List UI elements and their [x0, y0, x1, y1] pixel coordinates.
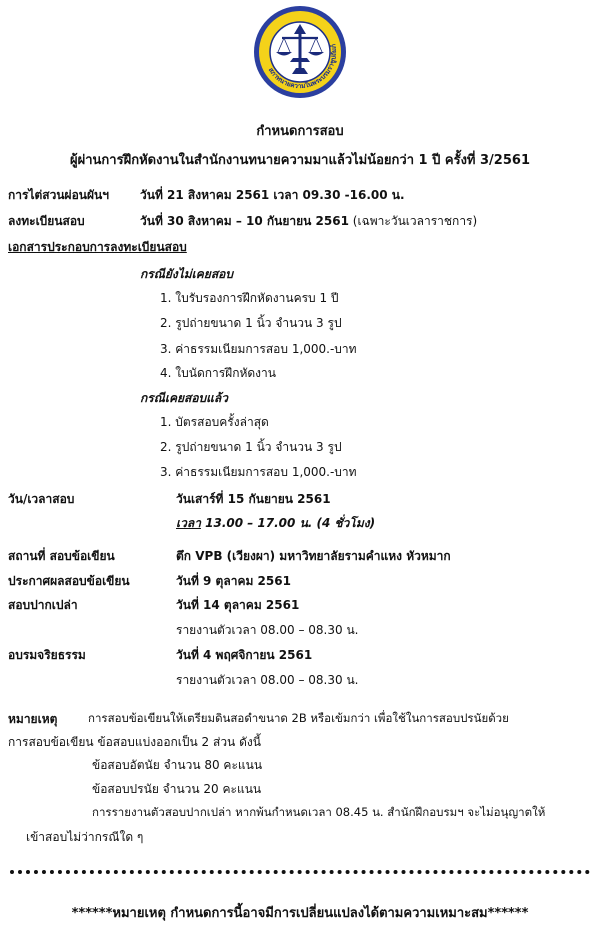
page-title: กำหนดการสอบ	[256, 124, 344, 139]
result-value: วันที่ 9 ตุลาคม 2561	[176, 574, 291, 588]
footer-note: ******หมายเหตุ กำหนดการนี้อาจมีการเปลี่ยนแปลงได้ตามความเหมาะสม******	[71, 906, 529, 921]
taken-before-item-1: 1. บัตรสอบครั้งล่าสุด	[160, 415, 269, 429]
venue-label: สถานที่ สอบข้อเขียน	[8, 549, 115, 563]
logo-ring-text: สภาทนายความในพระบรมราชูปถัมภ์	[266, 43, 339, 91]
never-taken-item-4: 4. ใบนัดการฝึกหัดงาน	[160, 366, 276, 380]
remarks-line-4: ข้อสอบปรนัย จำนวน 20 คะแนน	[92, 782, 262, 796]
registration-note: (เฉพาะวันเวลาราชการ)	[352, 214, 478, 228]
exam-date-value: วันเสาร์ที่ 15 กันยายน 2561	[176, 492, 331, 506]
exam-time-group	[176, 514, 375, 533]
documents-heading: เอกสารประกอบการลงทะเบียนสอบ	[8, 240, 187, 254]
registration-value: วันที่ 30 สิงหาคม – 10 กันยายน 2561	[140, 214, 349, 228]
never-taken-item-2: 2. รูปถ่ายขนาด 1 นิ้ว จำนวน 3 รูป	[160, 316, 342, 330]
oral-exam-label: สอบปากเปล่า	[8, 598, 78, 612]
ethics-training-label: อบรมจริยธรรม	[8, 648, 86, 662]
registration-value-group	[140, 212, 477, 231]
taken-before-item-3: 3. ค่าธรรมเนียมการสอบ 1,000.-บาท	[160, 465, 357, 479]
oral-exam-value: วันที่ 14 ตุลาคม 2561	[176, 598, 300, 612]
ethics-training-report-time: รายงานตัวเวลา 08.00 – 08.30 น.	[176, 673, 359, 687]
page-subtitle: ผู้ผ่านการฝึกหัดงานในสำนักงานทนายความมาแล้วไม่น้อยกว่า 1 ปี ครั้งที่ 3/2561	[70, 153, 530, 168]
remarks-line-5: การรายงานตัวสอบปากเปล่า หากพ้นกำหนดเวลา 08.45 น. สำนักฝึกอบรมฯ จะไม่อนุญาตให้	[92, 805, 546, 819]
registration-label: ลงทะเบียนสอบ	[8, 214, 85, 228]
oral-exam-report-time: รายงานตัวเวลา 08.00 – 08.30 น.	[176, 623, 359, 637]
logo-seal-graphic	[252, 4, 348, 100]
venue-value: ตึก VPB (เวียงผา) มหาวิทยาลัยรามคำแหง หัวหมาก	[176, 549, 451, 563]
extension-value: วันที่ 21 สิงหาคม 2561 เวลา 09.30 -16.00 น.	[140, 188, 405, 202]
taken-before-item-2: 2. รูปถ่ายขนาด 1 นิ้ว จำนวน 3 รูป	[160, 440, 342, 454]
remarks-line-2: การสอบข้อเขียน ข้อสอบแบ่งออกเป็น 2 ส่วน ดังนี้	[8, 735, 261, 749]
exam-date-label: วัน/เวลาสอบ	[8, 492, 75, 506]
never-taken-title: กรณียังไม่เคยสอบ	[140, 267, 233, 281]
result-label: ประกาศผลสอบข้อเขียน	[8, 574, 130, 588]
never-taken-item-3: 3. ค่าธรรมเนียมการสอบ 1,000.-บาท	[160, 342, 357, 356]
remarks-line-3: ข้อสอบอัตนัย จำนวน 80 คะแนน	[92, 758, 263, 772]
extension-label: การไต่สวนผ่อนผันฯ	[8, 188, 109, 202]
taken-before-title: กรณีเคยสอบแล้ว	[140, 391, 228, 405]
remarks-line-1: การสอบข้อเขียนให้เตรียมดินสอดำขนาด 2B หรือเข้มกว่า เพื่อใช้ในการสอบปรนัยด้วย	[88, 711, 509, 725]
remarks-label: หมายเหตุ	[8, 712, 58, 726]
ethics-training-value: วันที่ 4 พฤศจิกายน 2561	[176, 648, 313, 662]
exam-time-prefix: เวลา	[176, 516, 201, 530]
lawyers-council-logo	[252, 4, 348, 100]
never-taken-item-1: 1. ใบรับรองการฝึกหัดงานครบ 1 ปี	[160, 291, 339, 305]
exam-time-value: 13.00 – 17.00 น. (4 ชั่วโมง)	[200, 516, 376, 530]
remarks-line-6: เข้าสอบไม่ว่ากรณีใด ๆ	[26, 830, 144, 844]
dotted-divider	[10, 870, 590, 874]
